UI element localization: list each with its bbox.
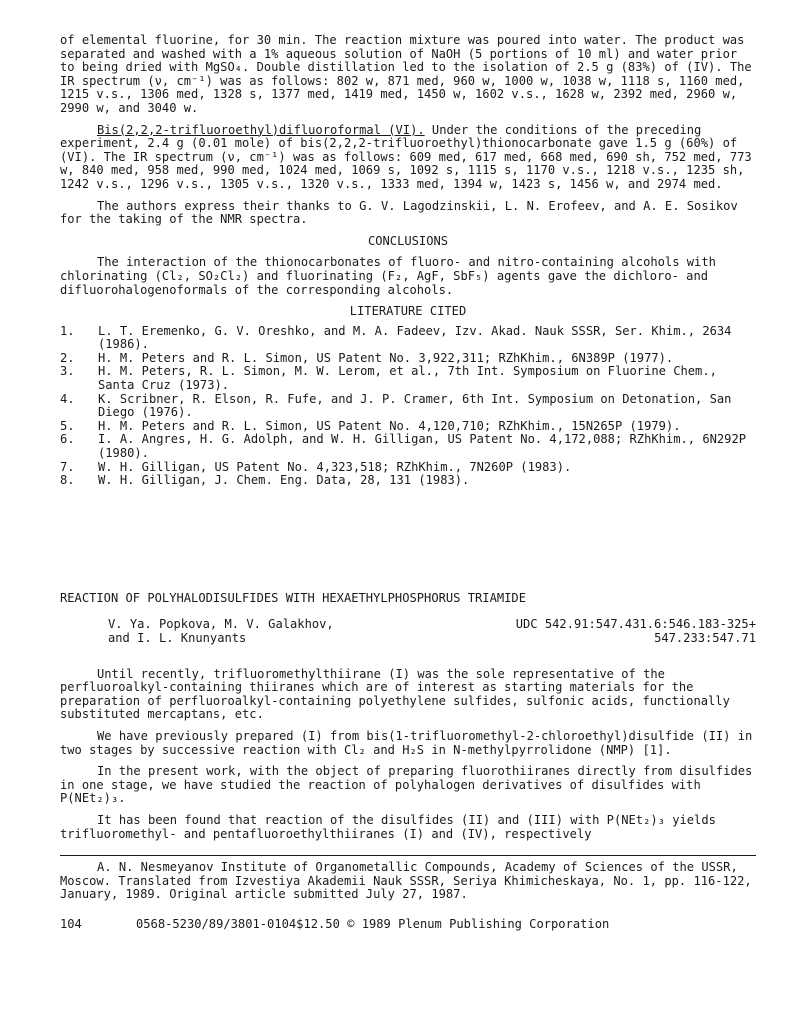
page (60, 34, 756, 932)
reference-item (60, 325, 756, 352)
copyright-line: 0568-5230/89/3801-0104$12.50 © 1989 Plenum Publishing Corporation (136, 916, 610, 931)
byline (60, 618, 756, 645)
body-paragraph: Until recently, trifluoromethylthiirane (I) was the sole representative of the perfluoroalkyl-containing thiiranes which are of interest as starting materials for the preparation of perfluoroalkyl-containing polyethylene sulfides, sulfonic acids, functionally substituted mercaptans, etc. (60, 666, 730, 722)
paragraph-compound-vi (60, 124, 756, 192)
reference-text: K. Scribner, R. Elson, R. Fufe, and J. P. Cramer, 6th Int. Symposium on Detonation, San Diego (1976). (98, 391, 732, 420)
literature-heading: LITERATURE CITED (349, 304, 467, 319)
reference-number: 1. (60, 323, 75, 338)
body-paragraph: It has been found that reaction of the disulfides (II) and (III) with P(NEt₂)₃ yields trifluoromethyl- and pentafluoroethylthiiranes (I) and (IV), respectively (60, 812, 716, 841)
authors-line: and I. L. Knunyants (108, 631, 247, 645)
page-number: 104 (60, 916, 82, 931)
reference-item (60, 352, 756, 366)
udc-line: 547.233:547.71 (654, 631, 756, 645)
reference-text: W. H. Gilligan, US Patent No. 4,323,518; RZhKhim., 7N260P (1983). (98, 459, 572, 474)
reference-number: 8. (60, 473, 75, 488)
author-list (108, 618, 334, 645)
reference-number: 6. (60, 432, 75, 447)
authors-line: V. Ya. Popkova, M. V. Galakhov, (108, 617, 334, 632)
reference-item (60, 420, 756, 434)
article-title: REACTION OF POLYHALODISULFIDES WITH HEXAETHYLPHOSPHORUS TRIAMIDE (60, 590, 526, 605)
conclusions-heading: CONCLUSIONS (367, 233, 449, 248)
reference-number: 3. (60, 364, 75, 379)
reference-text: H. M. Peters and R. L. Simon, US Patent No. 4,120,710; RZhKhim., 15N265P (1979). (98, 418, 681, 433)
compound-vi-heading: Bis(2,2,2-trifluoroethyl)difluoroformal (VI). (97, 122, 425, 137)
reference-number: 5. (60, 418, 75, 433)
conclusions-text: The interaction of the thionocarbonates of fluoro- and nitro-containing alcohols with chlorinating (Cl₂, SO₂Cl₂) and fluorinating (F₂, AgF, SbF₅) agents gave the dichloro- and difluorohalogenoformals of the corresponding alcohols. (60, 255, 716, 297)
reference-number: 2. (60, 350, 75, 365)
reference-item (60, 461, 756, 475)
page-footer (60, 918, 756, 932)
reference-item (60, 393, 756, 420)
compound-vi-text: Under the conditions of the preceding experiment, 2.4 g (0.01 mole) of bis(2,2,2-trifluoroethyl)thionocarbonate gave 1.5 g (60%) of (VI). The IR spectrum (ν, cm⁻¹) was as follows: 609 med, 617 med, 668 med, 690 sh, 752 med, 773 w, 840 med, 958 med, 990 med, 1024 med, 1069 s, 1092 s, 1115 s, 1170 v.s., 1218 v.s., 1235 sh, 1242 v.s., 1296 v.s., 1305 v.s., 1320 v.s., 1333 med, 1394 w, 1423 s, 1456 w, and 2974 med. (60, 122, 752, 191)
reference-item (60, 433, 756, 460)
affiliation-footnote: A. N. Nesmeyanov Institute of Organometallic Compounds, Academy of Sciences of the USSR, Moscow. Translated from Izvestiya Akademii Nauk SSSR, Seriya Khimicheskaya, No. 1, pp. 116-122, January, 1989. Original article submitted July 27, 1987. (60, 860, 752, 902)
footnote (60, 855, 756, 902)
reference-text: H. M. Peters and R. L. Simon, US Patent No. 3,922,311; RZhKhim., 6N389P (1977). (98, 350, 674, 365)
udc-line: UDC 542.91:547.431.6:546.183-325+ (515, 617, 756, 632)
reference-text: W. H. Gilligan, J. Chem. Eng. Data, 28, 131 (1983). (98, 473, 470, 488)
reference-text: I. A. Angres, H. G. Adolph, and W. H. Gilligan, US Patent No. 4,172,088; RZhKhim., 6N292P (1980). (98, 432, 747, 461)
paragraph-ir-iv: of elemental fluorine, for 30 min. The reaction mixture was poured into water. The product was separated and washed with a 1% aqueous solution of NaOH (5 portions of 10 ml) and water prior to being dried with MgSO₄. Double distillation led to the isolation of 2.5 g (83%) of (IV). The IR spectrum (ν, cm⁻¹) was as follows: 802 w, 871 med, 960 w, 1000 w, 1038 w, 1118 s, 1160 med, 1215 v.s., 1306 med, 1328 s, 1377 med, 1419 med, 1450 w, 1602 v.s., 1628 w, 2392 med, 2960 w, 2990 w, and 3040 w. (60, 33, 752, 115)
reference-number: 7. (60, 459, 75, 474)
reference-item (60, 365, 756, 392)
acknowledgments: The authors express their thanks to G. V. Lagodzinskii, L. N. Erofeev, and A. E. Sosikov for the taking of the NMR spectra. (60, 198, 738, 227)
udc-classification (516, 618, 756, 645)
reference-text: L. T. Eremenko, G. V. Oreshko, and M. A. Fadeev, Izv. Akad. Nauk SSSR, Ser. Khim., 2634 (1986). (98, 323, 732, 352)
reference-list (60, 325, 756, 488)
body-paragraph: In the present work, with the object of preparing fluorothiiranes directly from disulfides in one stage, we have studied the reaction of polyhalogen derivatives of disulfides with P(NEt₂)₃. (60, 764, 753, 806)
reference-text: H. M. Peters, R. L. Simon, M. W. Lerom, et al., 7th Int. Symposium on Fluorine Chem., Santa Cruz (1973). (98, 364, 717, 393)
reference-number: 4. (60, 391, 75, 406)
reference-item (60, 474, 756, 488)
body-paragraph: We have previously prepared (I) from bis(1-trifluoromethyl-2-chloroethyl)disulfide (II) in two stages by successive reaction with Cl₂ and H₂S in N-methylpyrrolidone (NMP) [1]. (60, 728, 753, 757)
